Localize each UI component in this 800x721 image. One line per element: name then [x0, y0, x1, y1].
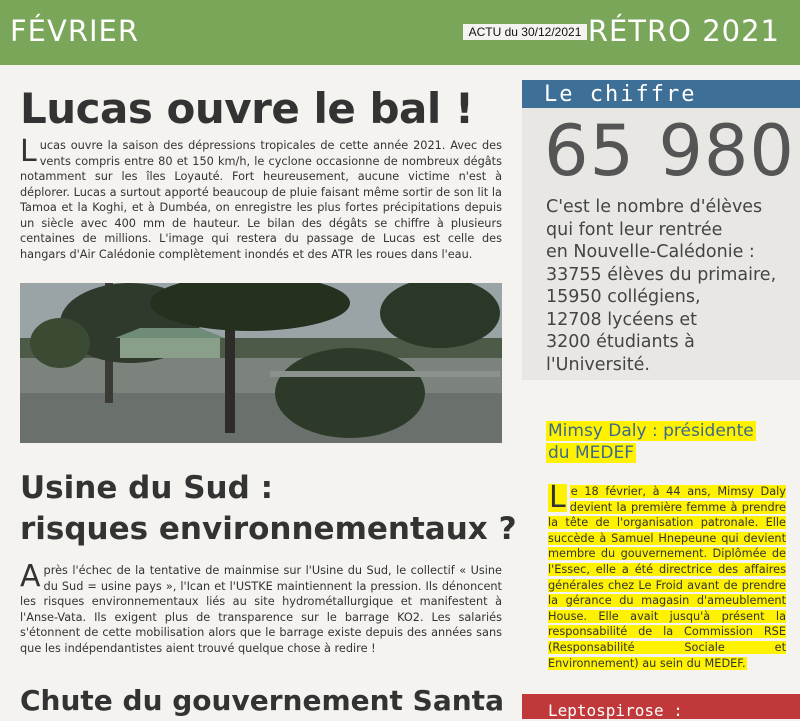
article-usine-dropcap: A	[20, 559, 41, 594]
article-usine-title-line1: Usine du Sud :	[20, 470, 273, 506]
article-usine-text: près l'échec de la tentative de mainmise sur l'Usine du Sud, le collectif « Usine du Sud = usine pays », l'Ican et l'USTKE maintiennent la pression. Ils dénoncent les risques environnementaux liés au site hydrométallurgique et manifestent à l'Anse-Vata. Ils exigent plus de transparence sur le barrage KO2. Les salariés s'étonnent de cette mobilisation alors que le barrage existe depuis des années sans que les indépendantistes aient trouvé quelque chose à redire !	[20, 564, 502, 655]
chiffre-line: l'Université.	[546, 354, 650, 375]
chiffre-number: 65 980	[544, 110, 795, 192]
article-lucas-title: Lucas ouvre le bal !	[20, 84, 474, 133]
article-lucas-text: ucas ouvre la saison des dépressions tropicales de cette année 2021. Avec des vents compris entre 80 et 150 km/h, le cyclone occasionne de nombreux dégâts notamment sur les îles Loyauté. Fort heureusement, aucune victime n'est à déplorer. Lucas a surtout apporté beaucoup de pluie faisant même sortir de son lit la Tamoa et la Koghi, et à Dumbéa, on enregistre les plus fortes précipitations depuis un siècle avec 400 mm de hauteur. Le bilan des dégâts se chiffre à plusieurs centaines de millions. L'image qui restera du passage de Lucas est celle des hangars d'Air Calédonie complètement inondés et des ATR les roues dans l'eau.	[20, 139, 502, 261]
article-usine-body	[20, 559, 502, 656]
article-santa-title: Chute du gouvernement Santa	[20, 684, 504, 717]
header-actu-date: ACTU du 30/12/2021	[463, 24, 587, 40]
article-lucas-body	[20, 134, 502, 262]
lepto-label: Leptospirose :	[548, 701, 683, 720]
chiffre-line: 15950 collégiens,	[546, 287, 701, 307]
mimsy-title	[546, 420, 766, 464]
flood-photo	[20, 283, 502, 443]
mimsy-dropcap: L	[549, 480, 566, 515]
chiffre-line: 12708 lycéens et	[546, 309, 698, 330]
chiffre-line: qui font leur rentrée	[546, 219, 723, 240]
chiffre-line: 3200 étudiants à	[546, 332, 695, 352]
header-month: FÉVRIER	[10, 14, 140, 48]
chiffre-line: C'est le nombre d'élèves	[546, 197, 763, 217]
chiffre-line: 33755 élèves du primaire,	[546, 264, 777, 285]
mimsy-text: e 18 février, à 44 ans, Mimsy Daly devient la première femme à prendre la tête de l'organisation patronale. Elle succède à Samuel Hnepeune qui devient membre du gouvernement. Diplômée de l'Essec, elle a été directrice des affaires générales chez Le Froid avant de prendre la gérance du magasin d'ameublement House. Elle avait jusqu'à présent la responsabilité de la Commission RSE (Responsabilité Sociale et Environnement) au sein du MEDEF.	[548, 485, 786, 670]
chiffre-line: en Nouvelle-Calédonie :	[546, 242, 755, 262]
mimsy-title-line2: du MEDEF	[548, 443, 634, 463]
mimsy-title-line1: Mimsy Daly : présidente	[548, 421, 754, 441]
mimsy-body	[548, 480, 786, 671]
chiffre-text	[546, 196, 796, 376]
flood-photo-illustration	[20, 283, 502, 443]
header-retro: RÉTRO 2021	[587, 14, 780, 48]
chiffre-label: Le chiffre	[544, 82, 697, 107]
article-usine-title-line2: risques environnementaux ?	[20, 511, 517, 547]
article-lucas-dropcap: L	[20, 134, 37, 169]
